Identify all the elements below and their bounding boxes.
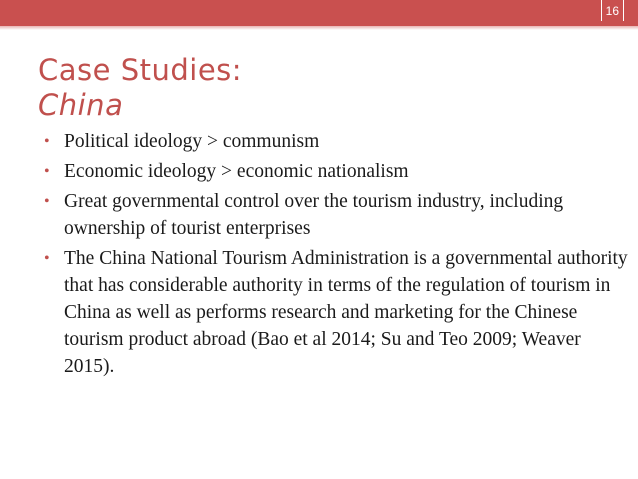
bullet-text: The China National Tourism Administration is a governmental authority that has considerable authority in terms of the regulation of tourism in China as well as performs research and marketing for the Chinese tourism product abroad (Bao et al 2014; Su and Teo 2009; Weaver 2015). <box>64 248 628 377</box>
title-line-1: Case Studies: <box>38 53 243 87</box>
bullet-icon: • <box>44 133 50 150</box>
bullet-text: Political ideology > communism <box>64 131 320 152</box>
bullet-item <box>40 188 632 242</box>
top-accent-bar <box>0 0 638 26</box>
bullet-icon: • <box>44 163 50 180</box>
top-bar-shadow <box>0 26 638 30</box>
slide-title <box>38 52 598 122</box>
bullet-item <box>40 128 632 155</box>
bullet-item <box>40 245 632 380</box>
bullet-list <box>40 128 632 383</box>
slide-number: 16 <box>601 0 624 21</box>
bullet-item <box>40 158 632 185</box>
bullet-text: Economic ideology > economic nationalism <box>64 161 409 182</box>
bullet-icon: • <box>44 193 50 210</box>
bullet-icon: • <box>44 250 50 267</box>
title-line-2: China <box>38 88 124 122</box>
bullet-text: Great governmental control over the tourism industry, including ownership of tourist enterprises <box>64 191 564 239</box>
